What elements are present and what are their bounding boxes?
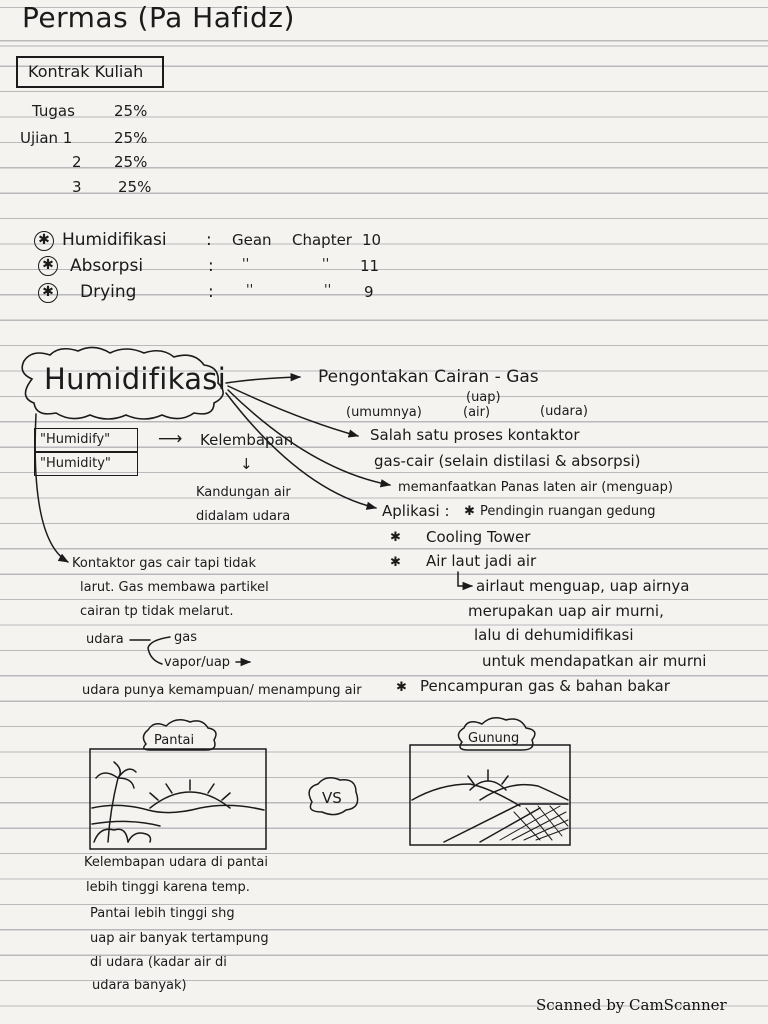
gunung-sun-ray — [502, 776, 508, 784]
pantai-rock — [128, 833, 151, 842]
topic-book: '' — [246, 283, 254, 298]
airlaut-line-3: lalu di dehumidifikasi — [474, 626, 634, 644]
note-line: lebih tinggi karena temp. — [86, 880, 250, 895]
arrow-to-aplikasi — [226, 393, 376, 508]
kontaktor-line-3: cairan tp tidak melarut. — [80, 604, 234, 619]
kandungan-line-1: Kandungan air — [196, 485, 291, 500]
application-item: Pendingin ruangan gedung — [480, 504, 656, 519]
humidify-label: "Humidify" — [40, 432, 111, 447]
pantai-label: Pantai — [154, 733, 195, 748]
topic-name: Humidifikasi — [62, 230, 167, 250]
arrow-to-kontaktor — [35, 414, 68, 562]
grade-item-name: 2 — [72, 153, 82, 171]
note-line: uap air banyak tertampung — [90, 931, 269, 946]
asterisk-icon: ✱ — [390, 555, 401, 570]
topic-colon: : — [208, 282, 214, 302]
asterisk-icon: ✱ — [396, 680, 407, 695]
asterisk-icon: ✱ — [464, 504, 475, 519]
pantai-cloud-shape — [143, 720, 216, 750]
gunung-label: Gunung — [468, 731, 520, 746]
arrow-right-icon: ⟶ — [158, 429, 183, 449]
application-item: Air laut jadi air — [426, 552, 537, 570]
kontaktor-line-1: Kontaktor gas cair tapi tidak — [72, 556, 257, 571]
topic-chapter: 9 — [364, 283, 374, 301]
udara-branch-label: udara — [86, 632, 124, 647]
grade-item-percent: 25% — [114, 129, 148, 147]
humidity-label: "Humidity" — [40, 456, 111, 471]
pantai-sea-line — [92, 821, 160, 826]
note-line: Kelembapan udara di pantai — [84, 855, 268, 870]
airlaut-line-4: untuk mendapatkan air murni — [482, 652, 707, 670]
vapor-branch-label: vapor/uap — [164, 655, 231, 670]
arrow-down-icon: ↓ — [240, 455, 253, 473]
udara-branch-brace — [148, 637, 170, 664]
arrow-to-salah-satu — [228, 386, 358, 436]
kontrak-kuliah-label: Kontrak Kuliah — [28, 62, 144, 81]
memanfaatkan-label: memanfaatkan Panas laten air (menguap) — [398, 480, 673, 495]
mindmap-center-label: Humidifikasi — [44, 362, 227, 396]
pengontakan-label: Pengontakan Cairan - Gas — [318, 367, 539, 387]
kelembapan-label: Kelembapan — [200, 431, 294, 449]
arrow-to-pengontakan — [226, 377, 300, 383]
pantai-sun-ray — [166, 784, 172, 793]
asterisk-circle-icon: ✱ — [34, 231, 54, 251]
salah-satu-line-2: gas-cair (selain distilasi & absorpsi) — [374, 452, 641, 470]
grade-item-name: Tugas — [32, 102, 75, 120]
topic-chapter-label: '' — [322, 257, 330, 272]
grade-item-name: 3 — [72, 178, 82, 196]
arrow-to-airlaut — [458, 572, 472, 586]
salah-satu-line-1: Salah satu proses kontaktor — [370, 426, 580, 444]
uap-label: (uap) — [466, 390, 501, 405]
asterisk-circle-icon: ✱ — [38, 283, 58, 303]
topic-colon: : — [208, 256, 214, 276]
grade-item-percent: 25% — [118, 178, 152, 196]
air-label: (air) — [463, 405, 491, 420]
topic-chapter: 11 — [360, 257, 380, 275]
note-line: Pantai lebih tinggi shg — [90, 906, 235, 921]
topic-chapter-label: '' — [324, 283, 332, 298]
gunung-mountain — [480, 785, 568, 800]
airlaut-line-2: merupakan uap air murni, — [468, 602, 664, 620]
vs-label: VS — [322, 789, 342, 807]
grade-item-percent: 25% — [114, 102, 148, 120]
scanner-watermark: Scanned by CamScanner — [536, 996, 727, 1014]
pantai-sea-line — [92, 805, 264, 812]
airlaut-line-1: airlaut menguap, uap airnya — [476, 577, 690, 595]
pantai-sun-ray — [208, 784, 214, 793]
topic-colon: : — [206, 230, 212, 250]
grade-item-name: Ujian 1 — [20, 129, 73, 147]
gas-branch-label: gas — [174, 630, 197, 645]
pencampuran-label: Pencampuran gas & bahan bakar — [420, 677, 670, 695]
topic-name: Drying — [80, 282, 137, 302]
arrow-to-memanfaatkan — [228, 390, 390, 485]
topic-chapter: 10 — [362, 231, 382, 249]
asterisk-circle-icon: ✱ — [38, 256, 58, 276]
topic-book: Gean — [232, 231, 272, 249]
topic-book: '' — [242, 257, 250, 272]
application-item: Cooling Tower — [426, 528, 531, 546]
pantai-rock — [94, 829, 128, 842]
page-title: Permas (Pa Hafidz) — [22, 1, 295, 34]
grade-item-percent: 25% — [114, 153, 148, 171]
vs-cloud-shape — [309, 778, 358, 815]
kontaktor-line-2: larut. Gas membawa partikel — [80, 580, 269, 595]
pantai-sun-ray — [222, 793, 230, 800]
note-line: di udara (kadar air di — [90, 955, 227, 970]
note-line: udara banyak) — [92, 978, 187, 993]
umumnya-label: (umumnya) — [346, 405, 422, 420]
pantai-sun-ray — [150, 793, 158, 800]
kemampuan-label: udara punya kemampuan/ menampung air — [82, 683, 362, 698]
aplikasi-label: Aplikasi : — [382, 502, 450, 520]
kandungan-line-2: didalam udara — [196, 509, 291, 524]
pantai-palm-trunk — [108, 778, 118, 842]
gunung-sun-ray — [468, 776, 474, 784]
topic-chapter-label: Chapter — [292, 231, 352, 249]
asterisk-icon: ✱ — [390, 530, 401, 545]
topic-name: Absorpsi — [70, 256, 144, 276]
udara-label: (udara) — [540, 404, 588, 419]
